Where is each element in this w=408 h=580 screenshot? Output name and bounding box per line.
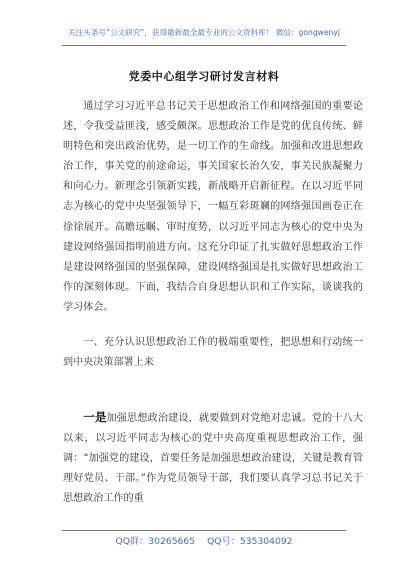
footer-qq-number: QQ号：535304092 [207,536,293,547]
section-heading-one: 一、充分认识思想政治工作的极端重要性，把思想和行动统一到中央决策部署上来 [63,337,363,369]
footer-contact [0,533,408,547]
body-paragraph-intro: 通过学习习近平总书记关于思想政治工作和网络强国的重要论述，令我受益匪浅，感受颇深。思想政治工作是党的优良传统、鲜明特色和突出政治优势，是一切工作的生命线。加强和改进思想政治工作，事关党的前途命运，事关国家长治久安，事关民族凝聚力和向心力。新理念引领新实践，新战略开启新征程。在以习近平同志为核心的党中央坚强领导下，一幅互彩斑斓的网络强国画卷正在徐徐展开。高瞻远瞩、审时度势，以习近平同志为核心的党中央为建设网络强国指明前进方向。这充分印证了扎实做好思想政治工作是建设网络强国的坚强保障，建设网络强国是扎实做好思想政治工作的深刻体现。下面，我结合自身思想认识和工作实际，谈谈我的学习体会。 [63,101,363,313]
point-body-text: 加强思想政治建设，就要做到对党绝对忠诚。党的十八大以来，以习近平同志为核心的党中央高度重视思想政治工作，强调：“加强党的建设，首要任务是加强思想政治建设，关键是教育管理好党员、干部。”作为党员领导干部，我们要认真学习总书记关于思想政治工作的重 [63,413,363,505]
footer-divider [62,530,346,531]
footer-qq-group: QQ群：30265665 [115,536,196,547]
header-banner: 关注头条号“公文研究”，获得最新最全最专业的公文资料库！ 微信：gongwenyj [68,28,340,37]
body-paragraph-point-one [63,407,363,509]
header-divider [62,45,346,46]
point-lead-label: 一是 [83,410,107,424]
document-title: 党委中心组学习研讨发言材料 [128,70,280,83]
